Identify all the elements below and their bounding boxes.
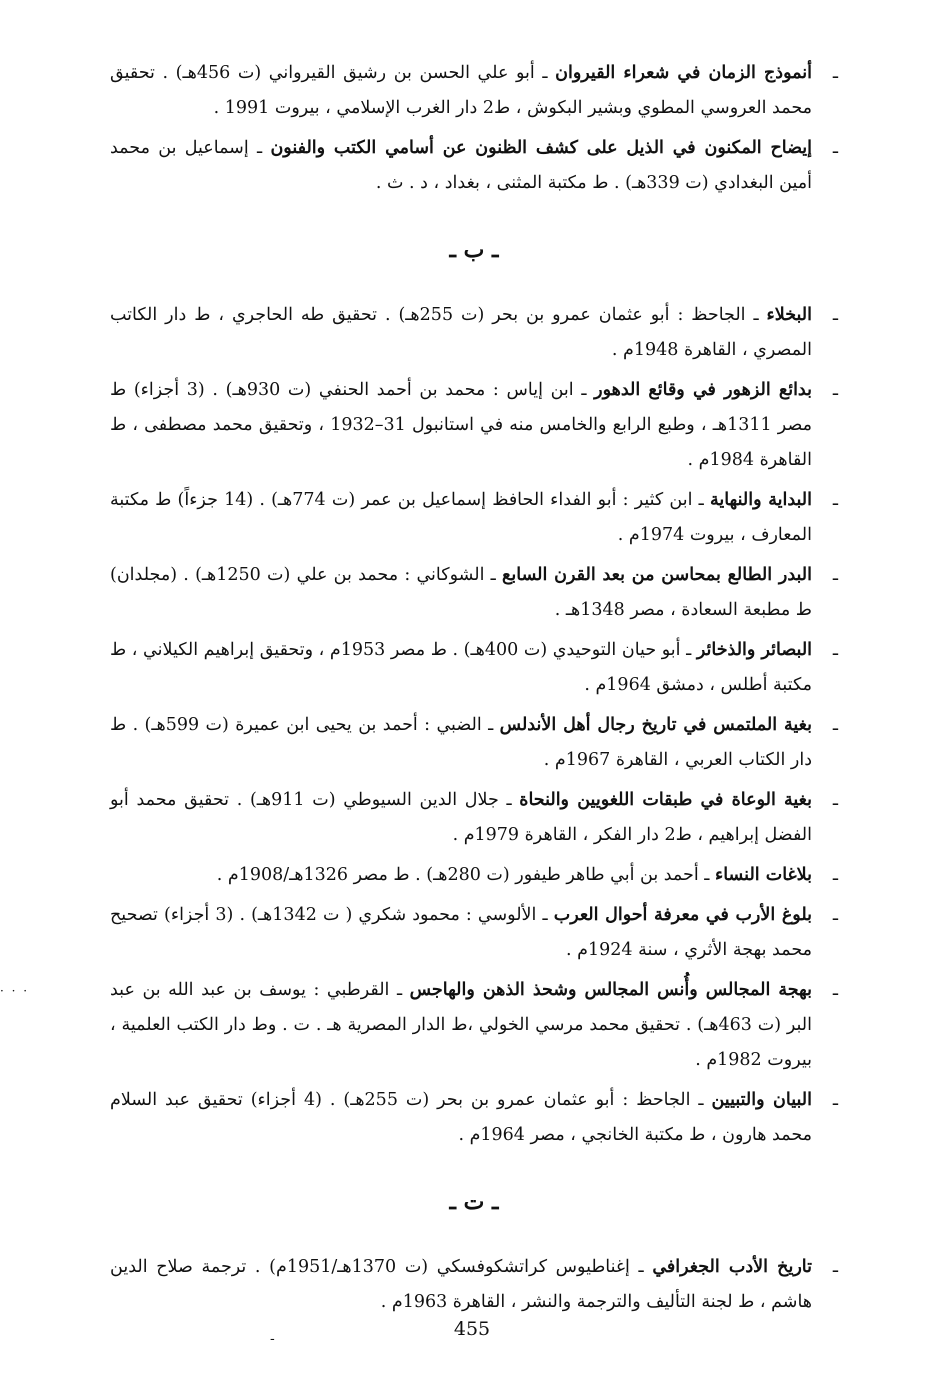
entry-title: البصائر والذخائر bbox=[696, 640, 813, 660]
entry-dash: ـ bbox=[832, 715, 838, 735]
entry-dash: ـ bbox=[832, 1090, 838, 1110]
bibliography-entry bbox=[110, 633, 838, 703]
entry-text: ـ الجاحظ : أبو عثمان عمرو بن بحر (ت 255هـ) . (4 أجزاء) تحقيق عبد السلام محمد هارون ، ط مكتبة الخانجي ، مصر 1964م . bbox=[110, 1090, 812, 1145]
entry-text: ـ إغناطيوس كراتشكوفسكي (ت 1370هـ/1951م) . ترجمة صلاح الدين هاشم ، ط لجنة التأليف والترجمة والنشر ، القاهرة 1963م . bbox=[110, 1257, 812, 1312]
section-heading-ta: ـ ت ـ bbox=[449, 1189, 499, 1215]
bibliography-entry bbox=[110, 131, 838, 201]
bibliography-entry bbox=[110, 1083, 838, 1153]
entry-dash: ـ bbox=[832, 305, 838, 325]
bibliography-entry bbox=[110, 56, 838, 126]
bibliography-page bbox=[110, 56, 838, 1325]
entry-dash: ـ bbox=[832, 905, 838, 925]
entry-title: البداية والنهاية bbox=[709, 490, 812, 510]
entry-text: ـ الجاحظ : أبو عثمان عمرو بن بحر (ت 255هـ) . تحقيق طه الحاجري ، ط دار الكاتب المصري ، القاهرة 1948م . bbox=[110, 305, 812, 360]
bibliography-entry bbox=[110, 898, 838, 968]
bibliography-entry bbox=[110, 373, 838, 478]
entry-dash: ـ bbox=[832, 790, 838, 810]
entry-title: بلوغ الأرب في معرفة أحوال العرب bbox=[553, 905, 813, 925]
bibliography-entry bbox=[110, 708, 838, 778]
entry-dash: ـ bbox=[832, 865, 838, 885]
bibliography-entry bbox=[110, 483, 838, 553]
entry-dash: ـ bbox=[832, 1257, 838, 1277]
entry-text: ـ أبو علي الحسن بن رشيق القيرواني (ت 456هـ) . تحقيق محمد العروسي المطوي وبشير البكوش ، ط2 دار الغرب الإسلامي ، بيروت 1991 . bbox=[110, 63, 812, 118]
bibliography-entry bbox=[110, 783, 838, 853]
section-ba bbox=[110, 298, 838, 1153]
entry-text: ـ ابن كثير : أبو الفداء الحافظ إسماعيل بن عمر (ت 774هـ) . (14 جزءاً) ط مكتبة المعارف ، بيروت 1974م . bbox=[110, 490, 812, 545]
entry-title: أنموذج الزمان في شعراء القيروان bbox=[555, 63, 812, 83]
page-number: 455 bbox=[453, 1318, 491, 1340]
entry-dash: ـ bbox=[832, 490, 838, 510]
entry-title: بدائع الزهور في وقائع الدهور bbox=[594, 380, 812, 400]
entry-text: ـ القرطبي : يوسف بن عبد الله بن عبد البر (ت 463هـ) . تحقيق محمد مرسي الخولي ،ط الدار المصرية هـ . ت . وط دار الكتب العلمية ، بيروت 1982م . bbox=[110, 980, 812, 1070]
stray-mark-decoration: - bbox=[270, 1331, 275, 1347]
entry-title: بلاغات النساء bbox=[714, 865, 812, 885]
entry-text: ـ جلال الدين السيوطي (ت 911هـ) . تحقيق محمد أبو الفضل إبراهيم ، ط2 دار الفكر ، القاهرة 1979م . bbox=[110, 790, 812, 845]
entry-dash: ـ bbox=[832, 980, 838, 1000]
entry-dash: ـ bbox=[832, 640, 838, 660]
entry-text: ـ الشوكاني : محمد بن علي (ت 1250هـ) . (مجلدان) ط مطبعة السعادة ، مصر 1348هـ . bbox=[110, 565, 812, 620]
section-ta bbox=[110, 1250, 838, 1320]
bibliography-entry bbox=[110, 973, 838, 1078]
entry-title: البخلاء bbox=[766, 305, 812, 325]
entry-title: البيان والتبيين bbox=[711, 1090, 812, 1110]
entry-title: البدر الطالع بمحاسن من بعد القرن السابع bbox=[502, 565, 813, 585]
entry-text: ـ الضبي : أحمد بن يحيى ابن عميرة (ت 599هـ) . ط دار الكتاب العربي ، القاهرة 1967م . bbox=[110, 715, 812, 770]
entry-title: تاريخ الأدب الجغرافي bbox=[652, 1257, 812, 1277]
bibliography-entry bbox=[110, 1250, 838, 1320]
entry-dash: ـ bbox=[832, 138, 838, 158]
entry-text: ـ أبو حيان التوحيدي (ت 400هـ) . ط مصر 1953م ، وتحقيق إبراهيم الكيلاني ، ط مكتبة أطلس ، دمشق 1964م . bbox=[110, 640, 812, 695]
entry-dash: ـ bbox=[832, 63, 838, 83]
entry-dash: ـ bbox=[832, 380, 838, 400]
entry-title: بهجة المجالس وأُنس المجالس وشحذ الذهن والهاجس bbox=[409, 980, 812, 1000]
entry-text: ـ أحمد بن أبي طاهر طيفور (ت 280هـ) . ط مصر 1326هـ/1908م . bbox=[216, 865, 715, 885]
section-alif bbox=[110, 56, 838, 201]
margin-dots-decoration: · · · bbox=[0, 984, 30, 998]
entry-title: بغية الوعاة في طبقات اللغويين والنحاة bbox=[519, 790, 812, 810]
bibliography-entry bbox=[110, 858, 838, 893]
entry-title: بغية الملتمس في تاريخ رجال أهل الأندلس bbox=[499, 715, 812, 735]
bibliography-entry bbox=[110, 558, 838, 628]
entry-dash: ـ bbox=[832, 565, 838, 585]
section-heading-ba: ـ ب ـ bbox=[449, 237, 499, 263]
entry-title: إيضاح المكنون في الذيل على كشف الظنون عن أسامي الكتب والفنون bbox=[270, 138, 813, 158]
entry-text: ـ ابن إياس : محمد بن أحمد الحنفي (ت 930هـ) . (3 أجزاء) ط مصر 1311هـ ، وطبع الرابع والخامس منه في استانبول 31–1932 ، وتحقيق محمد مصطفى ، ط القاهرة 1984م . bbox=[110, 380, 812, 470]
bibliography-entry bbox=[110, 298, 838, 368]
entry-text: ـ إسماعيل بن محمد أمين البغدادي (ت 339هـ) . ط مكتبة المثنى ، بغداد ، د . ث . bbox=[110, 138, 812, 193]
entry-text: ـ الألوسي : محمود شكري ( ت 1342هـ) . (3 أجزاء) تصحيح محمد بهجة الأثري ، سنة 1924م . bbox=[110, 905, 812, 960]
